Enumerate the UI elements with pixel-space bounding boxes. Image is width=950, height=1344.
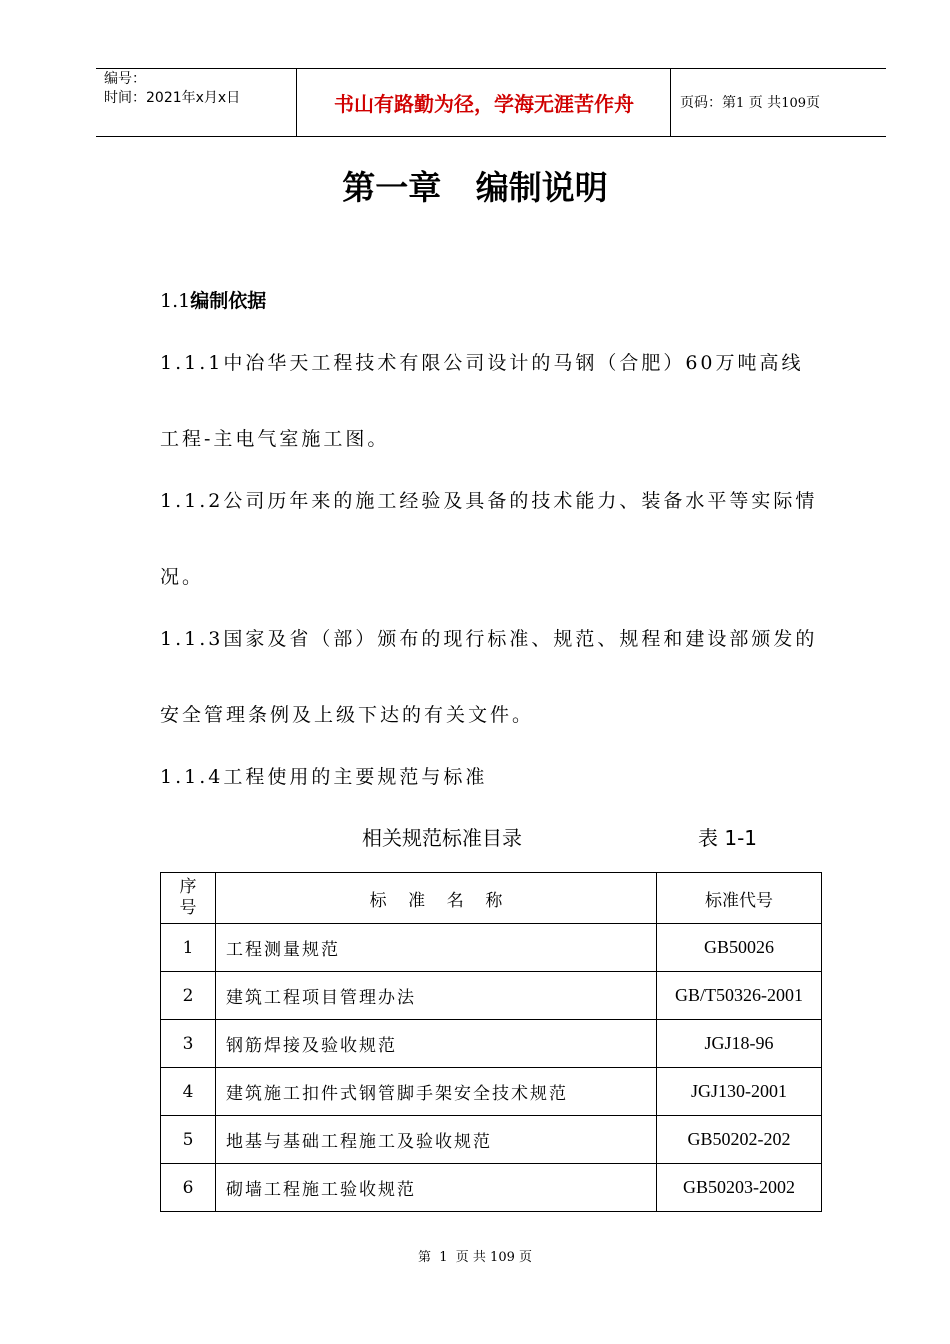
header-seq-line1: 序: [179, 877, 197, 897]
table-caption: 相关规范标准目录: [362, 826, 522, 850]
row-seq: 4: [161, 1068, 216, 1116]
header-top-rule: [96, 68, 886, 69]
header-seq-line2: 号: [179, 898, 197, 918]
paragraph-line: 1.1.4工程使用的主要规范与标准: [160, 766, 488, 788]
table-header-row: [161, 873, 822, 924]
header-code: 标准代号: [657, 873, 822, 924]
table-row: [161, 972, 822, 1020]
paragraph-line: 安全管理条例及上级下达的有关文件。: [160, 704, 535, 726]
table-row: [161, 924, 822, 972]
page-middle: 页 共: [748, 95, 782, 111]
row-code: GB50026: [657, 924, 822, 972]
header-page-number: [680, 92, 820, 112]
header-seq: [161, 873, 216, 924]
row-code: GB50202-202: [657, 1116, 822, 1164]
page-prefix: 页码：第: [680, 95, 736, 111]
header-bottom-rule: [96, 136, 886, 137]
row-seq: 3: [161, 1020, 216, 1068]
table-row: [161, 1116, 822, 1164]
row-name: 地基与基础工程施工及验收规范: [216, 1116, 657, 1164]
row-code: GB/T50326-2001: [657, 972, 822, 1020]
paragraph-line: 1.1.3国家及省（部）颁布的现行标准、规范、规程和建设部颁发的: [160, 628, 818, 650]
paragraph-line: 况。: [160, 566, 205, 588]
header-meta: [104, 70, 240, 108]
section-heading: [160, 286, 266, 313]
page-suffix: 页: [806, 95, 821, 111]
paragraph-line: 工程-主电气室施工图。: [160, 428, 390, 450]
row-name: 工程测量规范: [216, 924, 657, 972]
table-number: 表 1-1: [698, 826, 758, 850]
table-row: [161, 1068, 822, 1116]
section-number: 1.1: [160, 290, 191, 312]
row-name: 建筑施工扣件式钢管脚手架安全技术规范: [216, 1068, 657, 1116]
table-row: [161, 1164, 822, 1212]
header-divider-right: [670, 68, 671, 136]
row-code: GB50203-2002: [657, 1164, 822, 1212]
serial-label: 编号：: [104, 71, 146, 87]
chapter-title: 第一章 编制说明: [342, 168, 608, 207]
header-name: 标 准 名 称: [216, 873, 657, 924]
row-code: JGJ18-96: [657, 1020, 822, 1068]
row-code: JGJ130-2001: [657, 1068, 822, 1116]
row-seq: 6: [161, 1164, 216, 1212]
paragraph-line: 1.1.1中冶华天工程技术有限公司设计的马钢（合肥）60万吨高线: [160, 352, 804, 374]
table-row: [161, 1020, 822, 1068]
page-total: 109: [781, 96, 807, 111]
time-label: 时间：2021年x月x日: [104, 90, 241, 106]
header-divider-left: [296, 68, 297, 136]
row-name: 砌墙工程施工验收规范: [216, 1164, 657, 1212]
row-name: 建筑工程项目管理办法: [216, 972, 657, 1020]
row-name: 钢筋焊接及验收规范: [216, 1020, 657, 1068]
paragraph-line: 1.1.2公司历年来的施工经验及具备的技术能力、装备水平等实际情: [160, 490, 818, 512]
row-seq: 2: [161, 972, 216, 1020]
page-current: 1: [736, 96, 745, 111]
row-seq: 5: [161, 1116, 216, 1164]
row-seq: 1: [161, 924, 216, 972]
page-footer: 第 1 页 共 109 页: [417, 1250, 532, 1265]
section-title: 编制依据: [190, 290, 267, 312]
standards-table: [160, 872, 822, 1212]
header-motto: 书山有路勤为径，学海无涯苦作舟: [334, 92, 634, 116]
